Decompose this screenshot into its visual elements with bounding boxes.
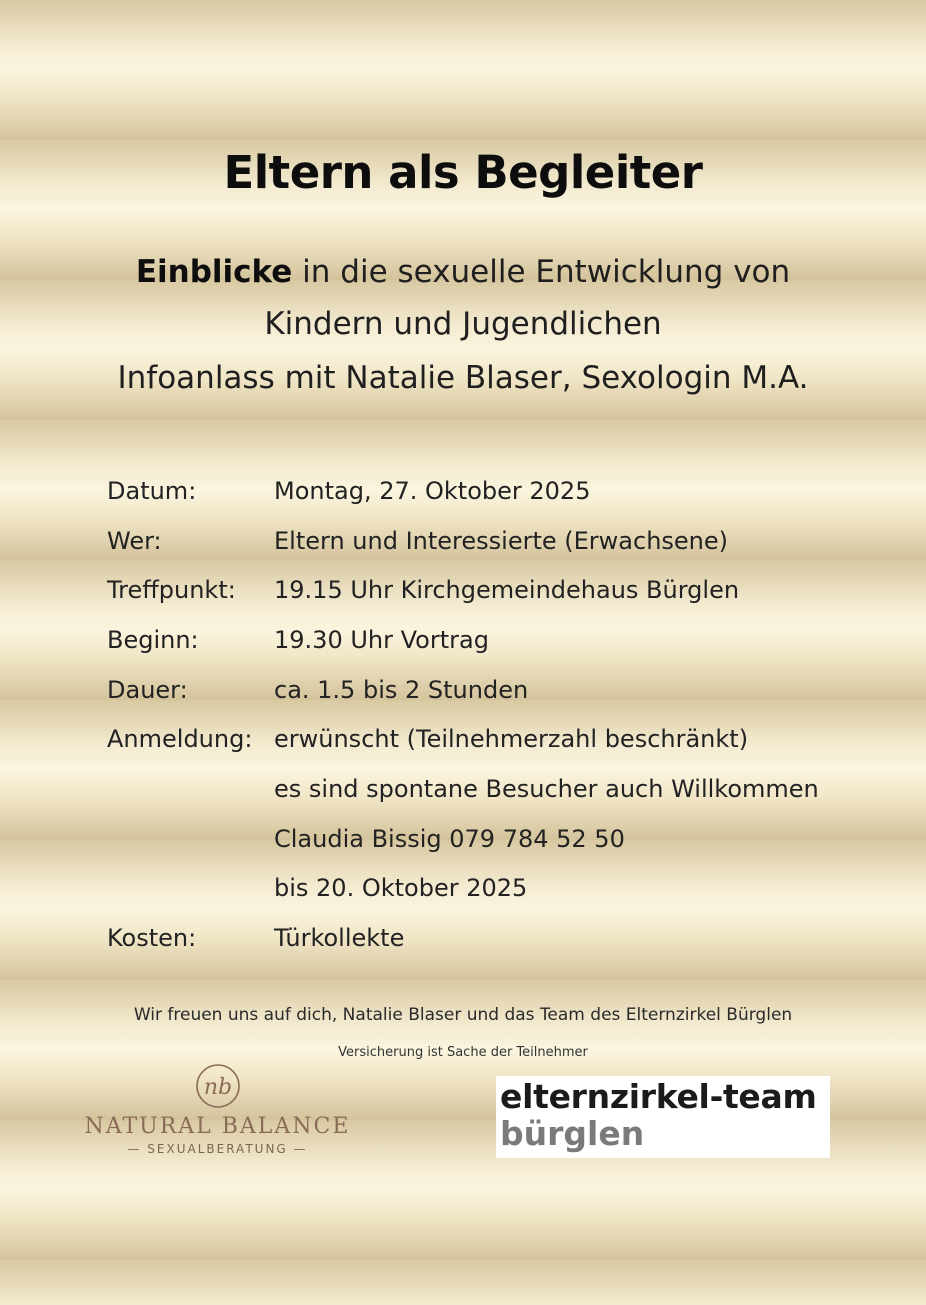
detail-row-datum [107, 466, 819, 516]
detail-value: Türkollekte [274, 924, 405, 953]
detail-label: Anmeldung: [107, 725, 253, 754]
subtitle-line1-rest: in die sexuelle Entwicklung von [292, 254, 791, 290]
detail-row-wer [107, 516, 819, 566]
closing-text: Wir freuen uns auf dich, Natalie Blaser und das Team des Elternzirkel Bürglen [133, 1005, 793, 1025]
detail-label: Kosten: [107, 924, 197, 953]
info-line: Infoanlass mit Natalie Blaser, Sexologin M.A. [117, 360, 809, 396]
detail-row-beginn [107, 615, 819, 665]
elternzirkel-logo-line2: bürglen [500, 1114, 645, 1153]
detail-row-anmeldung-2 [107, 764, 819, 814]
detail-value: Eltern und Interessierte (Erwachsene) [274, 526, 729, 555]
elternzirkel-logo-line1: elternzirkel-team [500, 1077, 817, 1116]
detail-row-dauer [107, 665, 819, 715]
subtitle-bold-word: Einblicke [135, 254, 293, 290]
elternzirkel-logo [496, 1076, 830, 1158]
detail-value: es sind spontane Besucher auch Willkommen [274, 774, 819, 803]
detail-label: Beginn: [107, 625, 199, 654]
nb-monogram-icon [192, 1060, 244, 1112]
detail-label: Treffpunkt: [107, 576, 236, 605]
natural-balance-logo [70, 1060, 365, 1175]
detail-label: Dauer: [107, 675, 188, 704]
detail-row-kosten [107, 913, 819, 963]
subtitle-line2: Kindern und Jugendlichen [264, 306, 662, 342]
detail-value: Montag, 27. Oktober 2025 [274, 476, 591, 505]
detail-row-anmeldung [107, 714, 819, 764]
detail-value: 19.30 Uhr Vortrag [274, 625, 489, 654]
natural-balance-name: NATURAL BALANCE [84, 1114, 351, 1139]
subtitle [60, 246, 866, 350]
detail-value: 19.15 Uhr Kirchgemeindehaus Bürglen [274, 576, 740, 605]
detail-row-treffpunkt [107, 565, 819, 615]
detail-row-anmeldung-3 [107, 814, 819, 864]
detail-value: ca. 1.5 bis 2 Stunden [274, 675, 529, 704]
page-title: Eltern als Begleiter [223, 146, 703, 199]
details-list [107, 466, 819, 963]
detail-value: bis 20. Oktober 2025 [274, 874, 528, 903]
insurance-note: Versicherung ist Sache der Teilnehmer [338, 1045, 588, 1060]
detail-row-anmeldung-4 [107, 864, 819, 914]
detail-value: erwünscht (Teilnehmerzahl beschränkt) [274, 725, 749, 754]
detail-label: Datum: [107, 476, 197, 505]
detail-value: Claudia Bissig 079 784 52 50 [274, 824, 625, 853]
nb-monogram-text: nb [203, 1075, 232, 1100]
detail-label: Wer: [107, 526, 162, 555]
natural-balance-tagline: — SEXUALBERATUNG — [127, 1142, 308, 1156]
